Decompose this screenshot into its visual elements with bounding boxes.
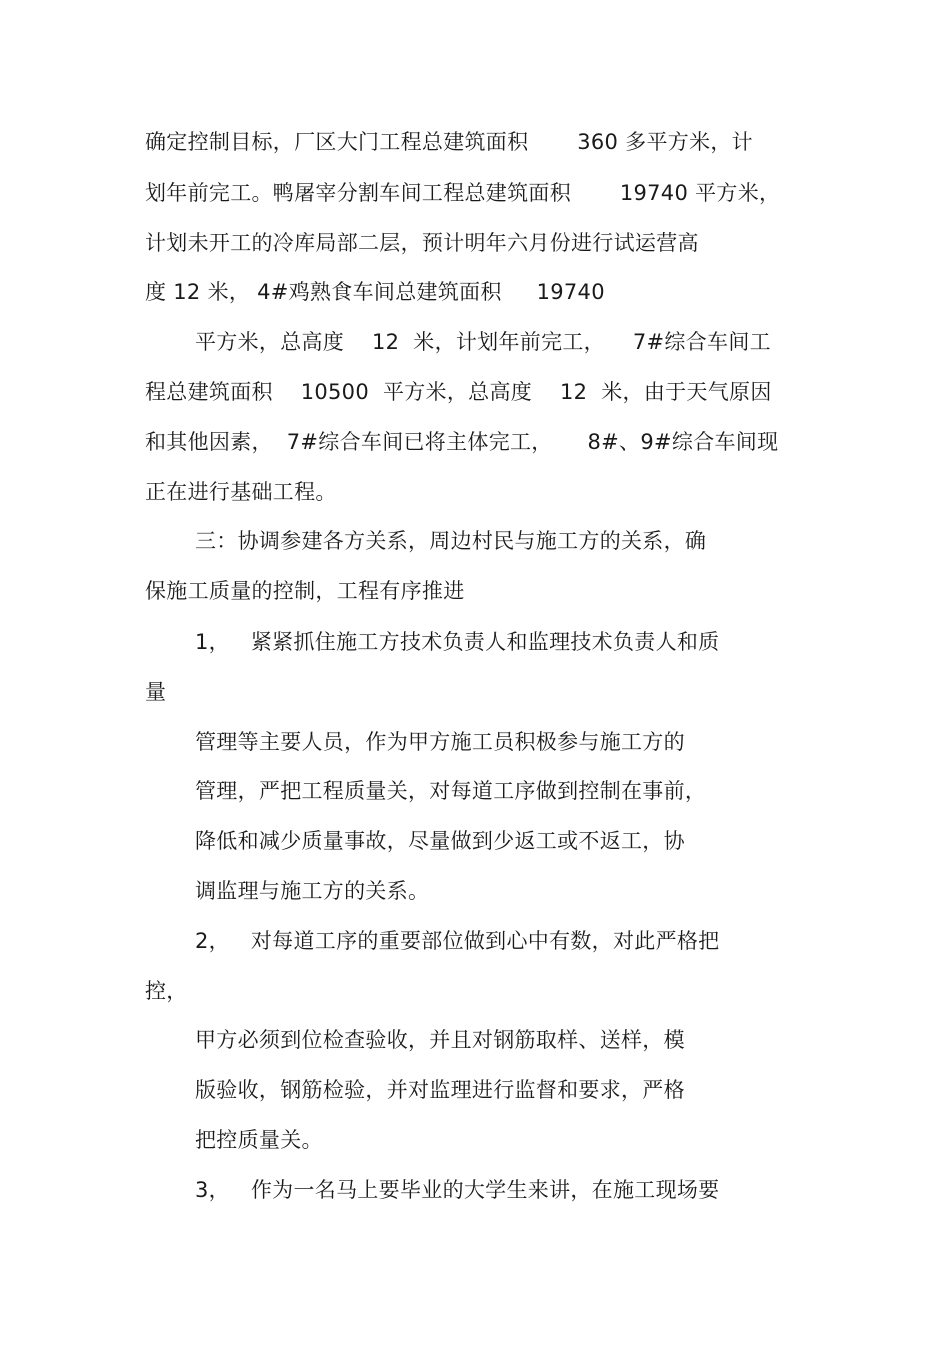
text-line: 把控质量关。: [195, 1128, 323, 1152]
list-item: 1， 紧紧抓住施工方技术负责人和监理技术负责人和质: [195, 630, 720, 654]
text-line: 平方米，总高度 12 米，计划年前完工， 7#综合车间工: [195, 330, 771, 354]
text-line: 正在进行基础工程。: [145, 480, 337, 504]
text-line: 划年前完工。鸭屠宰分割车间工程总建筑面积 19740 平方米，: [145, 181, 781, 205]
text-line: 度 12 米， 4#鸡熟食车间总建筑面积 19740: [145, 280, 605, 304]
text-line: 和其他因素， 7#综合车间已将主体完工， 8#、9#综合车间现: [145, 430, 779, 454]
text-line: 管理，严把工程质量关，对每道工序做到控制在事前，: [195, 779, 707, 803]
text-line: 程总建筑面积 10500 平方米，总高度 12 米，由于天气原因: [145, 380, 772, 404]
text-line: 降低和减少质量事故，尽量做到少返工或不返工，协: [195, 829, 685, 853]
text-line: 计划未开工的冷库局部二层，预计明年六月份进行试运营高: [145, 231, 699, 255]
text-line: 管理等主要人员，作为甲方施工员积极参与施工方的: [195, 730, 685, 754]
list-item: 控，: [145, 979, 188, 1003]
section-heading: 三：协调参建各方关系，周边村民与施工方的关系，确: [195, 529, 707, 553]
text-line: 版验收，钢筋检验，并对监理进行监督和要求，严格: [195, 1078, 685, 1102]
list-item: 2， 对每道工序的重要部位做到心中有数，对此严格把: [195, 929, 720, 953]
text-line: 确定控制目标，厂区大门工程总建筑面积 360 多平方米，计: [145, 130, 753, 154]
list-item: 量: [145, 680, 167, 704]
list-item: 3， 作为一名马上要毕业的大学生来讲，在施工现场要: [195, 1178, 720, 1202]
section-heading: 保施工质量的控制，工程有序推进: [145, 579, 465, 603]
text-line: 调监理与施工方的关系。: [195, 879, 430, 903]
text-line: 甲方必须到位检查验收，并且对钢筋取样、送样，模: [195, 1028, 685, 1052]
